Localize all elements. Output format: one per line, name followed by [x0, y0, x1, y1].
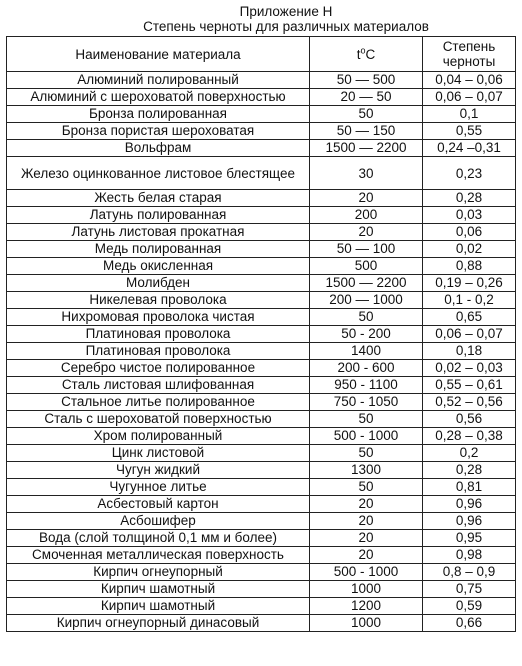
temperature-cell: 50 — 500	[310, 72, 423, 89]
material-name-cell: Вода (слой толщиной 0,1 мм и более)	[7, 530, 310, 547]
emissivity-cell: 0,2	[423, 445, 516, 462]
material-name-cell: Жесть белая старая	[7, 190, 310, 207]
material-name-cell: Алюминий полированный	[7, 72, 310, 89]
table-row	[7, 292, 516, 309]
table-row	[7, 479, 516, 496]
emissivity-cell: 0,06	[423, 224, 516, 241]
temperature-cell: 50	[310, 411, 423, 428]
material-name-cell: Стальное литье полированное	[7, 394, 310, 411]
temperature-cell: 50 - 200	[310, 326, 423, 343]
temperature-cell: 50 — 150	[310, 123, 423, 140]
emissivity-cell: 0,98	[423, 547, 516, 564]
material-name-cell: Асбестовый картон	[7, 496, 310, 513]
table-row	[7, 123, 516, 140]
table-row	[7, 394, 516, 411]
table-row	[7, 360, 516, 377]
material-name-cell: Цинк листовой	[7, 445, 310, 462]
emissivity-cell: 0,8 – 0,9	[423, 564, 516, 581]
temperature-cell: 500 - 1000	[310, 564, 423, 581]
temperature-cell: 950 - 1100	[310, 377, 423, 394]
emissivity-cell: 0,02	[423, 241, 516, 258]
temperature-cell: 1000	[310, 615, 423, 632]
temperature-cell: 500	[310, 258, 423, 275]
temperature-cell: 1300	[310, 462, 423, 479]
temperature-cell: 750 - 1050	[310, 394, 423, 411]
temperature-cell: 50	[310, 479, 423, 496]
header-temperature-symbol: t	[356, 46, 361, 62]
material-name-cell: Сталь с шероховатой поверхностью	[7, 411, 310, 428]
temperature-cell: 1500 — 2200	[310, 275, 423, 292]
table-row	[7, 428, 516, 445]
table-row	[7, 224, 516, 241]
emissivity-cell: 0,04 – 0,06	[423, 72, 516, 89]
material-name-cell: Кирпич огнеупорный	[7, 564, 310, 581]
material-name-cell: Платиновая проволока	[7, 326, 310, 343]
table-row	[7, 241, 516, 258]
table-row	[7, 343, 516, 360]
temperature-cell: 20	[310, 496, 423, 513]
temperature-cell: 200 - 600	[310, 360, 423, 377]
table-row	[7, 72, 516, 89]
table-row	[7, 564, 516, 581]
material-name-cell: Серебро чистое полированное	[7, 360, 310, 377]
material-name-cell: Смоченная металлическая поверхность	[7, 547, 310, 564]
temperature-cell: 1500 — 2200	[310, 140, 423, 157]
header-row	[7, 37, 516, 72]
temperature-cell: 50 — 100	[310, 241, 423, 258]
material-name-cell: Латунь листовая прокатная	[7, 224, 310, 241]
table-row	[7, 326, 516, 343]
temperature-cell: 200	[310, 207, 423, 224]
material-name-cell: Алюминий с шероховатой поверхностью	[7, 89, 310, 106]
temperature-cell: 20	[310, 513, 423, 530]
emissivity-cell: 0,88	[423, 258, 516, 275]
temperature-cell: 1200	[310, 598, 423, 615]
material-name-cell: Кирпич огнеупорный динасовый	[7, 615, 310, 632]
material-name-cell: Медь окисленная	[7, 258, 310, 275]
temperature-cell: 1000	[310, 581, 423, 598]
table-row	[7, 377, 516, 394]
temperature-cell: 50	[310, 106, 423, 123]
table-row	[7, 513, 516, 530]
emissivity-cell: 0,19 – 0,26	[423, 275, 516, 292]
emissivity-cell: 0,96	[423, 513, 516, 530]
material-name-cell: Нихромовая проволока чистая	[7, 309, 310, 326]
temperature-cell: 30	[310, 157, 423, 190]
emissivity-cell: 0,28	[423, 190, 516, 207]
material-name-cell: Латунь полированная	[7, 207, 310, 224]
emissivity-cell: 0,03	[423, 207, 516, 224]
temperature-cell: 1400	[310, 343, 423, 360]
emissivity-cell: 0,75	[423, 581, 516, 598]
header-emissivity: Степень черноты	[423, 37, 516, 72]
emissivity-cell: 0,55	[423, 123, 516, 140]
temperature-cell: 20	[310, 547, 423, 564]
material-name-cell: Вольфрам	[7, 140, 310, 157]
emissivity-table	[6, 36, 516, 632]
temperature-cell: 50	[310, 445, 423, 462]
table-row	[7, 547, 516, 564]
table-row	[7, 140, 516, 157]
table-row	[7, 190, 516, 207]
emissivity-cell: 0,06 – 0,07	[423, 326, 516, 343]
table-row	[7, 157, 516, 190]
temperature-cell: 500 - 1000	[310, 428, 423, 445]
material-name-cell: Молибден	[7, 275, 310, 292]
table-row	[7, 309, 516, 326]
header-temperature-degree: o	[360, 45, 366, 55]
emissivity-cell: 0,56	[423, 411, 516, 428]
emissivity-cell: 0,1 - 0,2	[423, 292, 516, 309]
material-name-cell: Бронза пористая шероховатая	[7, 123, 310, 140]
material-name-cell: Никелевая проволока	[7, 292, 310, 309]
temperature-cell: 50	[310, 309, 423, 326]
emissivity-cell: 0,18	[423, 343, 516, 360]
emissivity-cell: 0,24 –0,31	[423, 140, 516, 157]
emissivity-cell: 0,06 – 0,07	[423, 89, 516, 106]
table-title: Степень черноты для различных материалов	[143, 19, 429, 34]
material-name-cell: Медь полированная	[7, 241, 310, 258]
material-name-cell: Бронза полированная	[7, 106, 310, 123]
emissivity-cell: 0,55 – 0,61	[423, 377, 516, 394]
material-name-cell: Кирпич шамотный	[7, 598, 310, 615]
emissivity-cell: 0,23	[423, 157, 516, 190]
emissivity-cell: 0,81	[423, 479, 516, 496]
table-row	[7, 445, 516, 462]
material-name-cell: Чугунное литье	[7, 479, 310, 496]
emissivity-cell: 0,28 – 0,38	[423, 428, 516, 445]
temperature-cell: 20	[310, 530, 423, 547]
emissivity-cell: 0,59	[423, 598, 516, 615]
table-row	[7, 89, 516, 106]
material-name-cell: Железо оцинкованное листовое блестящее	[7, 157, 310, 190]
table-row	[7, 106, 516, 123]
temperature-cell: 20	[310, 190, 423, 207]
material-name-cell: Платиновая проволока	[7, 343, 310, 360]
table-row	[7, 496, 516, 513]
material-name-cell: Хром полированный	[7, 428, 310, 445]
table-row	[7, 615, 516, 632]
emissivity-cell: 0,65	[423, 309, 516, 326]
table-caption	[50, 0, 522, 34]
emissivity-cell: 0,52 – 0,56	[423, 394, 516, 411]
table-row	[7, 258, 516, 275]
table-row	[7, 275, 516, 292]
material-name-cell: Асбошифер	[7, 513, 310, 530]
emissivity-cell: 0,95	[423, 530, 516, 547]
header-temperature	[310, 37, 423, 72]
temperature-cell: 20	[310, 224, 423, 241]
table-row	[7, 207, 516, 224]
emissivity-cell: 0,96	[423, 496, 516, 513]
emissivity-cell: 0,66	[423, 615, 516, 632]
table-row	[7, 530, 516, 547]
table-body	[7, 72, 516, 632]
table-row	[7, 581, 516, 598]
emissivity-cell: 0,28	[423, 462, 516, 479]
table-row	[7, 598, 516, 615]
appendix-label: Приложение Н	[239, 4, 333, 19]
material-name-cell: Чугун жидкий	[7, 462, 310, 479]
temperature-cell: 20 — 50	[310, 89, 423, 106]
table-row	[7, 462, 516, 479]
header-temperature-unit: C	[365, 46, 376, 62]
emissivity-cell: 0,02 – 0,03	[423, 360, 516, 377]
material-name-cell: Сталь листовая шлифованная	[7, 377, 310, 394]
header-material-name: Наименование материала	[7, 37, 310, 72]
table-row	[7, 411, 516, 428]
temperature-cell: 200 — 1000	[310, 292, 423, 309]
emissivity-cell: 0,1	[423, 106, 516, 123]
material-name-cell: Кирпич шамотный	[7, 581, 310, 598]
